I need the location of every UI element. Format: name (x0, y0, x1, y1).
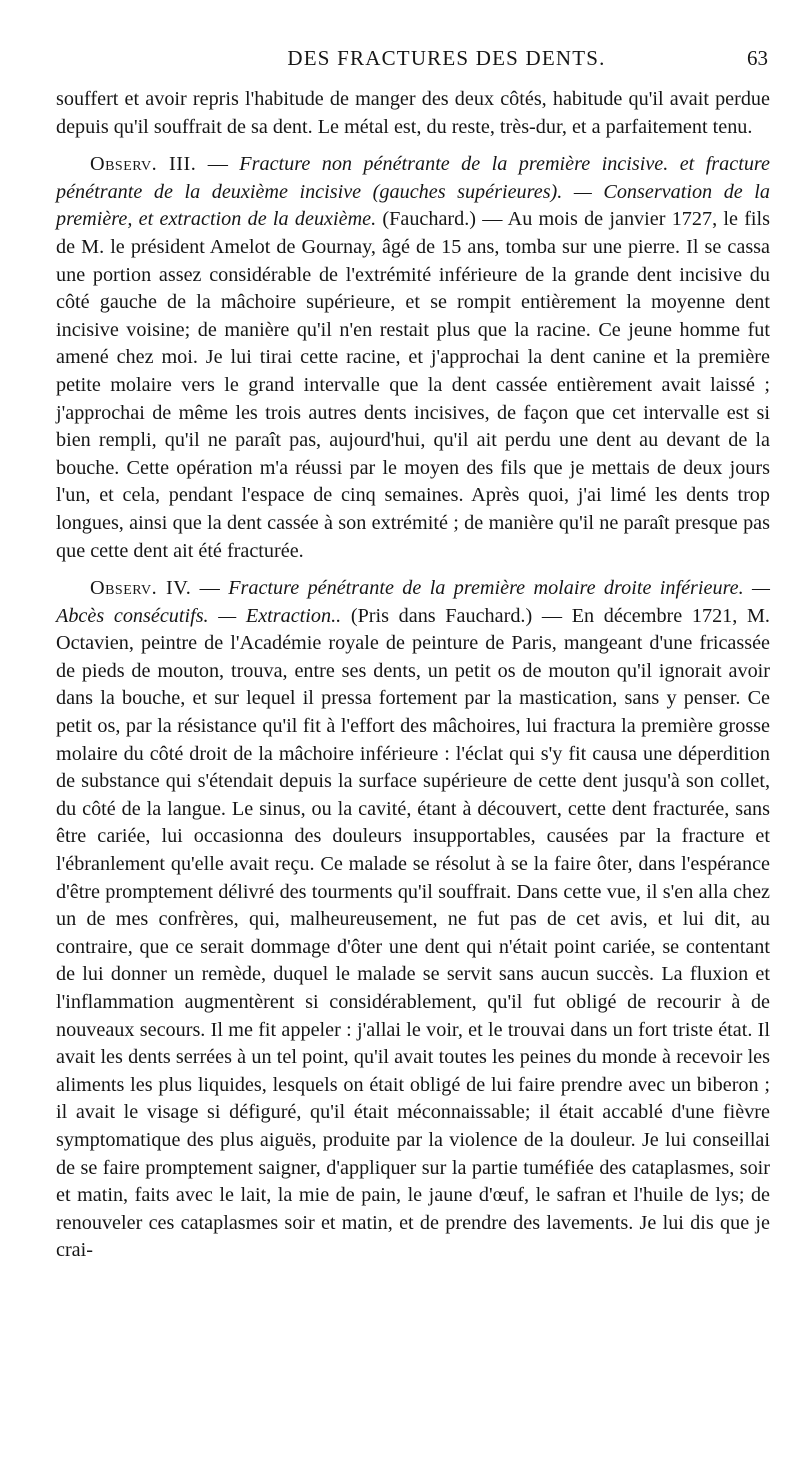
observation-source: (Pris dans Fauchard.) — (341, 604, 572, 627)
observation-3 (56, 151, 770, 565)
paragraph-text: souffert et avoir repris l'habitude de manger des deux côtés, habitude qu'il avait perdue depuis qu'il souffrait de sa dent. Le métal est, du reste, très-dur, et a parfaitement tenu. (56, 88, 770, 138)
observation-dash: — (191, 577, 229, 600)
page-number: 63 (747, 46, 768, 70)
page-header (56, 46, 770, 86)
observation-title: Fracture pénétrante de la première molaire droite inférieure. — Abcès consécutifs. — Extraction.. (56, 577, 771, 627)
paragraph-continuation (56, 86, 770, 141)
observation-label: Observ. IV. (90, 577, 192, 600)
observation-label: Observ. III. (90, 153, 197, 176)
running-title: DES FRACTURES DES DENTS. (287, 46, 606, 70)
observation-source: (Fauchard.) — (376, 208, 508, 231)
body-text (56, 86, 770, 1265)
observation-text: Au mois de janvier 1727, le fils de M. le président Amelot de Gournay, âgé de 15 ans, tomba sur une pierre. Il se cassa une portion assez considérable de l'extrémité inférieure de la grande dent incisive du côté gauche de la mâchoire supérieure, et se rompit entièrement la moyenne dent incisive voisine; de manière qu'il n'en restait plus que la racine. Ce jeune homme fut amené chez moi. Je lui tirai cette racine, et j'approchai la dent canine et la première petite molaire vers le grand intervalle que la dent cassée entièrement avait laissé ; j'approchai de même les trois autres dents incisives, de façon que cet intervalle est si bien rempli, qu'il ne paraît pas, aujourd'hui, qu'il ait perdu une dent au devant de la bouche. Cette opération m'a réussi par le moyen des fils que je mettais de deux jours l'un, et cela, pendant l'espace de cinq semaines. Après quoi, j'ai limé les dents trop longues, ainsi que la dent cassée à son extrémité ; de manière qu'il ne paraît presque pas que cette dent ait été fracturée. (56, 208, 771, 562)
observation-text: En décembre 1721, M. Octavien, peintre de l'Académie royale de peinture de Paris, mangeant d'une fricassée de pieds de mouton, trouva, entre ses dents, un petit os de mouton qu'il ignorait avoir dans la bouche, et sur lequel il pressa fortement par la mastication, sans y penser. Ce petit os, par la résistance qu'il fit à l'effort des mâchoires, lui fractura la première grosse molaire du côté droit de la mâchoire inférieure : l'éclat qui s'y fit causa une déperdition de substance qui s'étendait depuis la surface supérieure de cette dent jusqu'à son collet, du côté de la langue. Le sinus, ou la cavité, étant à découvert, cette dent fracturée, sans être cariée, lui occasionna des douleurs insupportables, causées par la fracture et l'ébranlement qu'elle avait reçu. Ce malade se résolut à se la faire ôter, dans l'espérance d'être promptement délivré des tourments qu'il souffrait. Dans cette vue, il s'en alla chez un de mes confrères, qui, malheureusement, ne fut pas de cet avis, et lui dit, au contraire, que ce serait dommage d'ôter une dent qui n'était point cariée, se contentant de lui donner un remède, duquel le malade se servit sans aucun succès. La fluxion et l'inflammation augmentèrent si considérablement, qu'il fut obligé de recourir à de nouveaux secours. Il me fit appeler : j'allai le voir, et le trouvai dans un fort triste état. Il avait les dents serrées à un tel point, qu'il avait toutes les peines du monde à recevoir les aliments les plus liquides, lesquels on était obligé de lui faire prendre avec un biberon ; il avait le visage si défiguré, qu'il était méconnaissable; il était accablé d'une fièvre symptomatique des plus aiguës, produite par la violence de la douleur. Je lui conseillai de se faire promptement saigner, d'appliquer sur la partie tuméfiée des cataplasmes, soir et matin, faits avec le lait, la mie de pain, le jaune d'œuf, le safran et l'huile de lys; de renouveler ces cataplasmes soir et matin, et de prendre des lavements. Je lui dis que je crai- (56, 604, 770, 1262)
observation-4 (56, 575, 770, 1265)
observation-title: Fracture non pénétrante de la première incisive. et fracture pénétrante de la deuxième incisive (gauches supérieures). — Conservation de la première, et extraction de la deuxième. (56, 153, 770, 231)
observation-dash: — (196, 153, 240, 176)
